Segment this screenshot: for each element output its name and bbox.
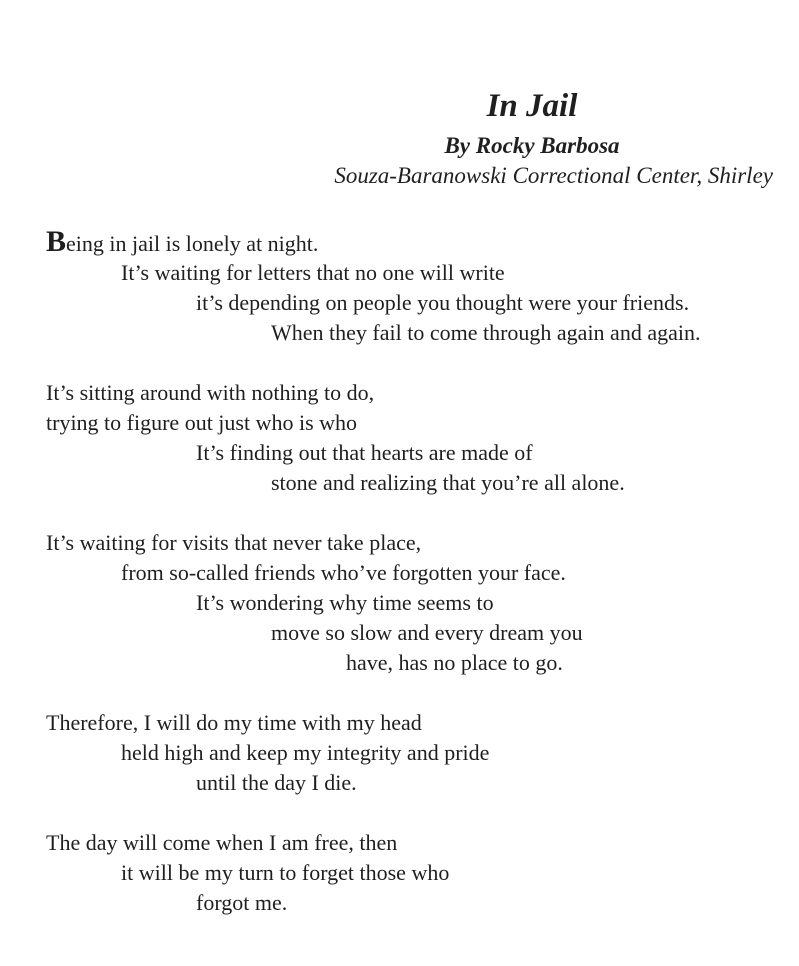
first-line-text: eing in jail is lonely at night. [66,231,319,256]
poem-line: It’s sitting around with nothing to do, [46,380,375,405]
poem-author: By Rocky Barbosa [444,133,620,158]
poem-line: from so-called friends who’ve forgotten your face. [121,560,566,585]
poem-line: It’s wondering why time seems to [196,590,494,615]
poem-line: it will be my turn to forget those who [121,860,450,885]
poem-title: In Jail [486,88,578,124]
poem-line: It’s finding out that hearts are made of [196,440,533,465]
poem-line: it’s depending on people you thought were your friends. [196,290,690,315]
poem-body [46,226,789,918]
poem-line: It’s waiting for letters that no one will write [121,260,505,285]
poem-line: move so slow and every dream you [271,620,583,645]
poem-line: held high and keep my integrity and pride [121,740,490,765]
poem-line: stone and realizing that you’re all alone. [271,470,625,495]
poem-line: The day will come when I am free, then [46,830,398,855]
poem-line: It’s waiting for visits that never take place, [46,530,422,555]
stanza-break [46,678,789,708]
stanza-break [46,348,789,378]
stanza-break [46,498,789,528]
poem-line [46,226,789,258]
author-location: Souza-Baranowski Correctional Center, Shirley [334,163,773,188]
poem-line: When they fail to come through again and again. [271,320,701,345]
stanza-break [46,798,789,828]
poem-line: until the day I die. [196,770,357,795]
poem-line: trying to figure out just who is who [46,410,358,435]
poem-line: forgot me. [196,890,288,915]
drop-cap: B [46,225,67,258]
poem-line: Therefore, I will do my time with my head [46,710,422,735]
poem-line: have, has no place to go. [346,650,563,675]
